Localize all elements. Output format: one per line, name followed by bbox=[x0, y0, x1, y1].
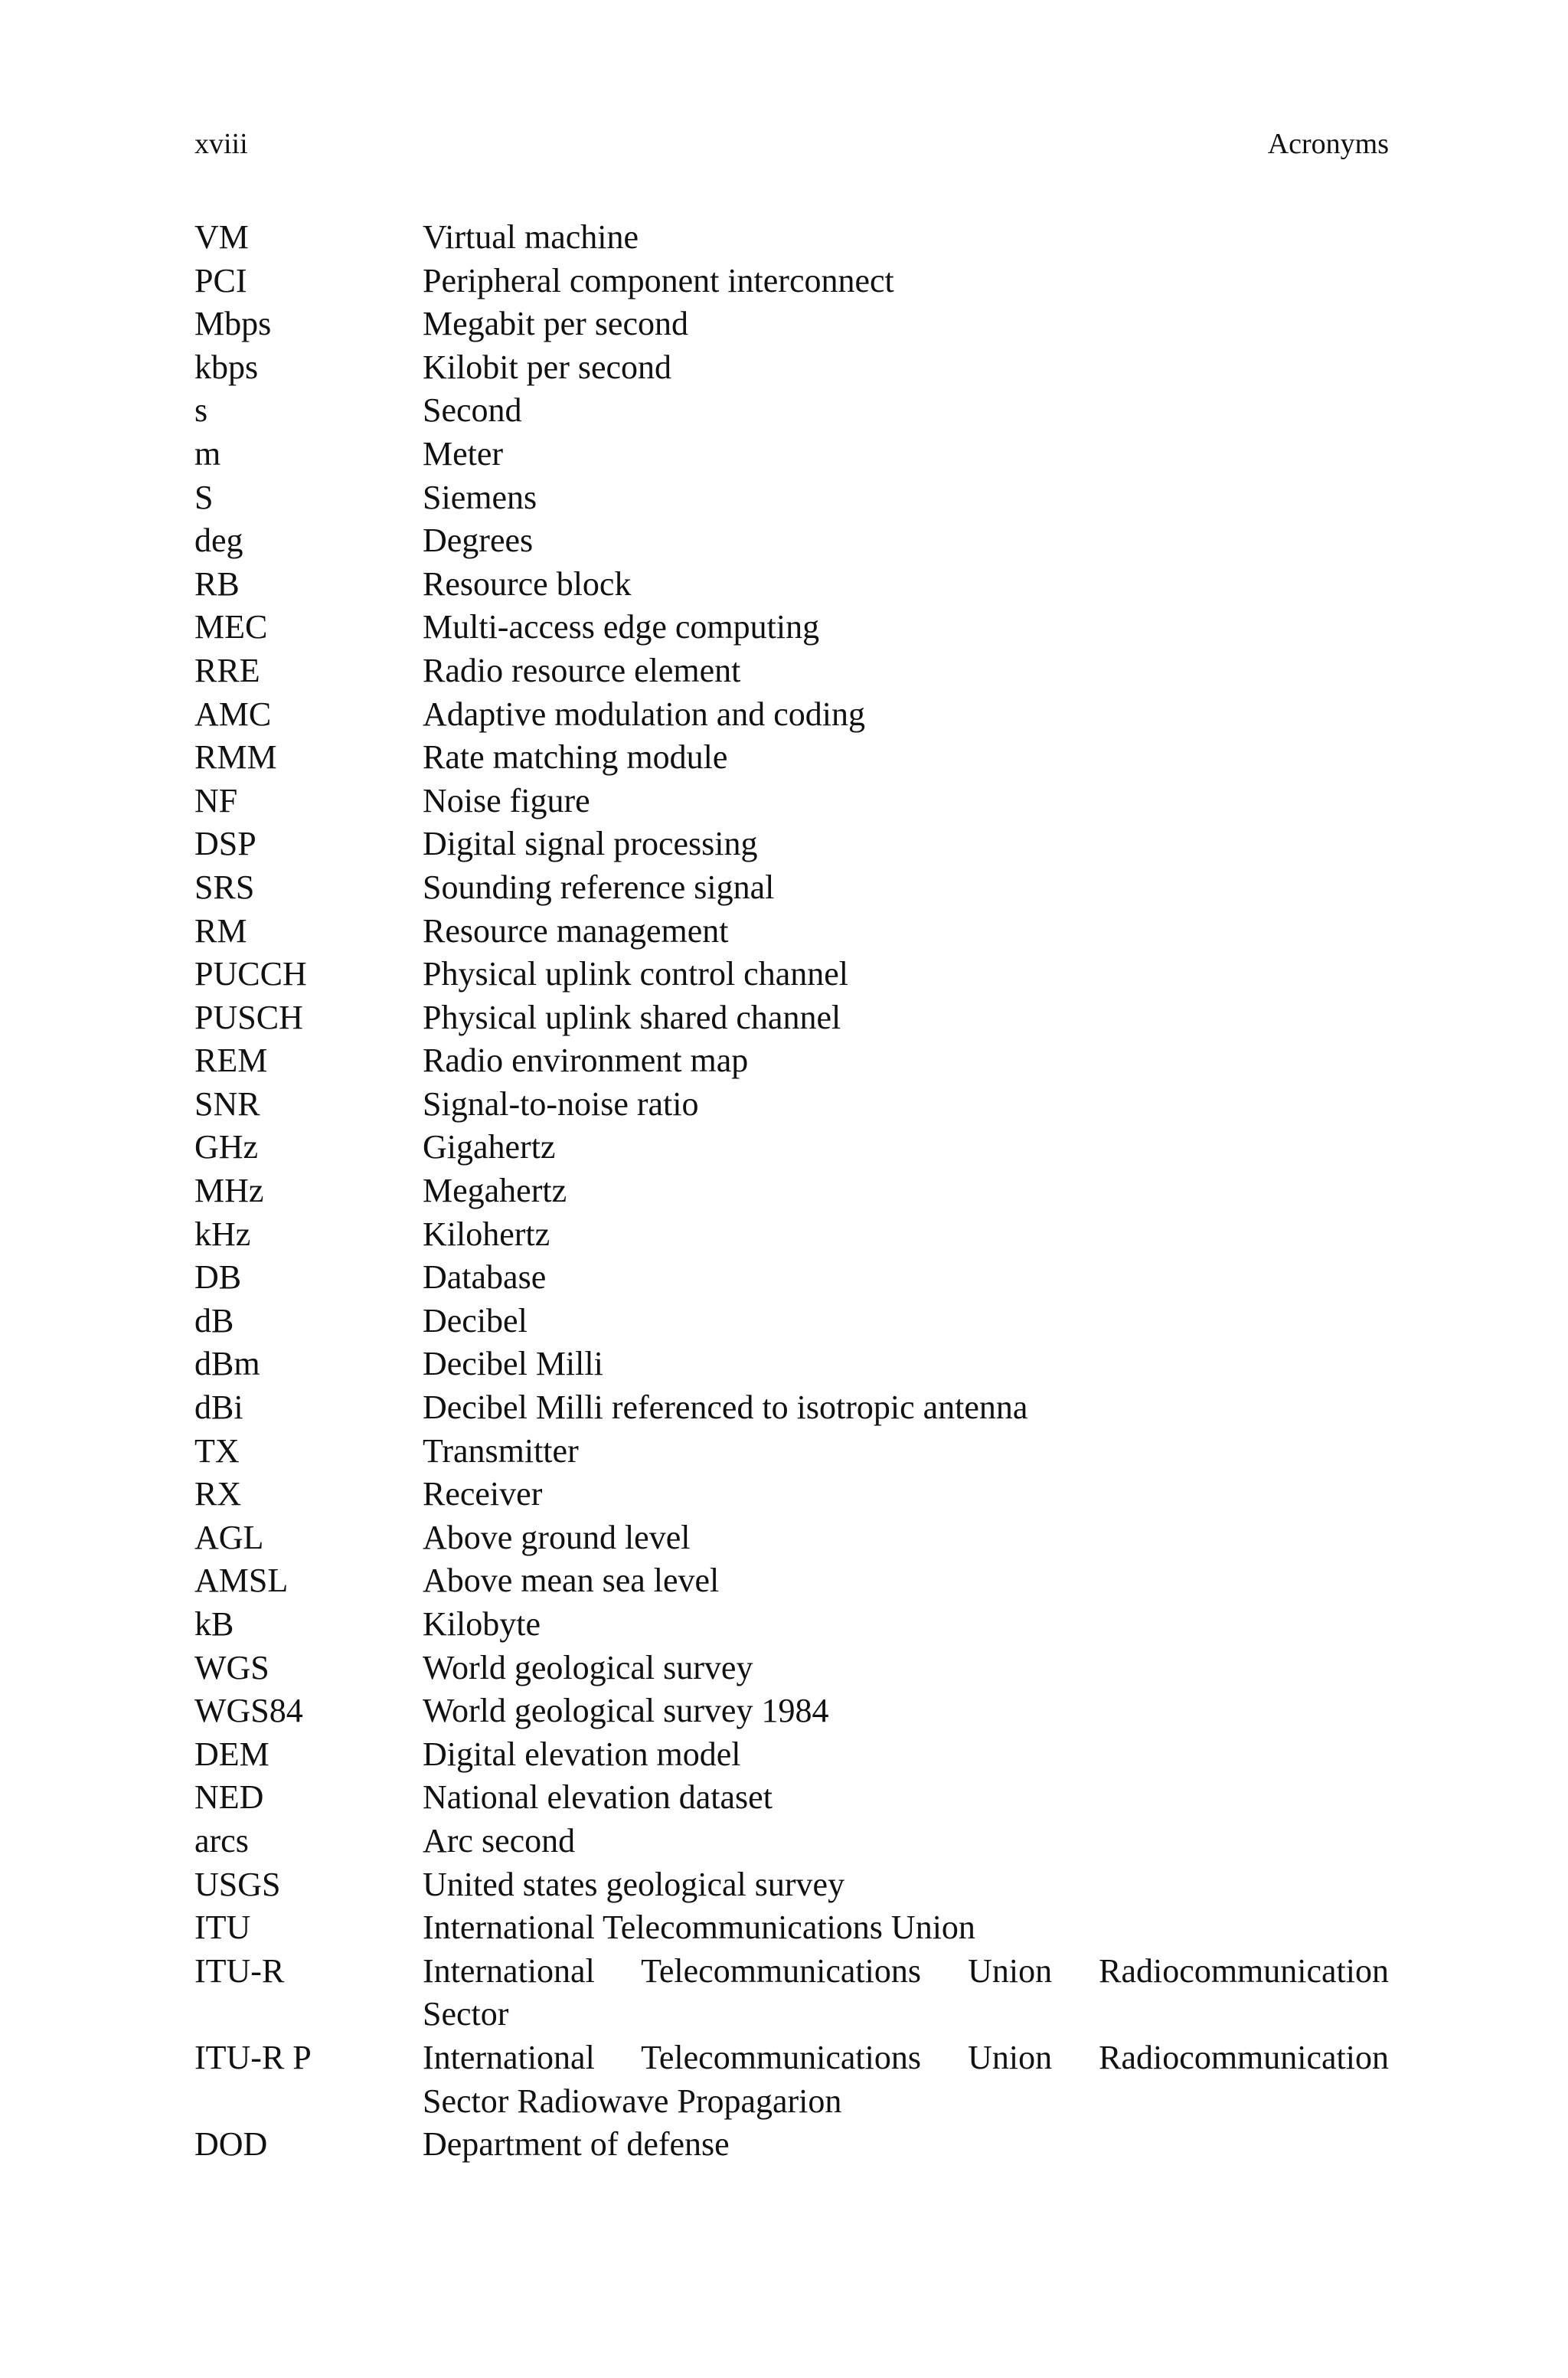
acronym-entry bbox=[194, 1213, 1389, 1257]
acronym-abbreviation: RMM bbox=[194, 738, 277, 777]
acronym-entry bbox=[194, 1863, 1389, 1907]
acronym-entry bbox=[194, 346, 1389, 390]
acronym-definition: Above mean sea level bbox=[423, 1562, 720, 1600]
acronym-abbreviation: DB bbox=[194, 1258, 242, 1297]
acronym-abbreviation: dB bbox=[194, 1301, 234, 1339]
acronym-entry bbox=[194, 2123, 1389, 2167]
acronym-abbreviation: PUSCH bbox=[194, 998, 303, 1036]
acronym-abbreviation: arcs bbox=[194, 1821, 249, 1860]
acronym-abbreviation: WGS84 bbox=[194, 1692, 303, 1730]
acronym-definition bbox=[423, 2036, 1389, 2123]
acronym-abbreviation: S bbox=[194, 478, 214, 516]
acronym-abbreviation: RRE bbox=[194, 651, 260, 689]
acronym-abbreviation: RX bbox=[194, 1475, 242, 1513]
acronym-entry bbox=[194, 1516, 1389, 1560]
acronym-entry bbox=[194, 433, 1389, 476]
acronym-abbreviation: USGS bbox=[194, 1865, 281, 1903]
acronym-definition: Radio environment map bbox=[423, 1042, 749, 1080]
acronym-entry bbox=[194, 1689, 1389, 1733]
acronym-entry bbox=[194, 1386, 1389, 1430]
acronym-entry bbox=[194, 1906, 1389, 1950]
acronym-definition: Virtual machine bbox=[423, 218, 639, 256]
acronym-definition: National elevation dataset bbox=[423, 1778, 773, 1817]
acronym-abbreviation: NF bbox=[194, 781, 238, 819]
acronym-abbreviation: RB bbox=[194, 564, 240, 603]
acronym-abbreviation: DSP bbox=[194, 825, 256, 863]
acronym-abbreviation: PUCCH bbox=[194, 955, 307, 993]
acronym-entry bbox=[194, 1126, 1389, 1169]
acronym-abbreviation: kbps bbox=[194, 348, 259, 386]
acronym-abbreviation: kHz bbox=[194, 1215, 251, 1253]
acronym-definition: Siemens bbox=[423, 478, 537, 516]
acronym-definition: Physical uplink control channel bbox=[423, 955, 848, 993]
acronym-definition: United states geological survey bbox=[423, 1865, 845, 1903]
acronym-definition: Arc second bbox=[423, 1821, 576, 1860]
acronym-abbreviation: GHz bbox=[194, 1128, 259, 1166]
acronym-definition: Rate matching module bbox=[423, 738, 728, 777]
acronym-definition: Digital elevation model bbox=[423, 1735, 741, 1773]
acronym-entry bbox=[194, 1776, 1389, 1820]
acronym-entry bbox=[194, 1603, 1389, 1647]
acronym-definition: Peripheral component interconnect bbox=[423, 261, 894, 299]
acronym-entry bbox=[194, 260, 1389, 303]
acronym-definition-line: International Telecommunications Union Radiocommunication bbox=[423, 1951, 1389, 1990]
acronym-abbreviation: Mbps bbox=[194, 305, 272, 343]
acronym-definition: Megabit per second bbox=[423, 305, 688, 343]
acronym-entry bbox=[194, 519, 1389, 563]
acronym-definition: Degrees bbox=[423, 522, 534, 560]
acronym-definition: Decibel Milli referenced to isotropic antenna bbox=[423, 1389, 1028, 1427]
acronym-definition: International Telecommunications Union bbox=[423, 1909, 975, 1947]
acronym-abbreviation: SNR bbox=[194, 1084, 260, 1123]
acronym-definition: Adaptive modulation and coding bbox=[423, 695, 865, 733]
acronym-definition: Signal-to-noise ratio bbox=[423, 1084, 699, 1123]
acronym-definition: Database bbox=[423, 1258, 547, 1297]
acronym-abbreviation: VM bbox=[194, 218, 249, 256]
acronym-entry bbox=[194, 1733, 1389, 1777]
acronym-entry bbox=[194, 1169, 1389, 1213]
acronym-entry bbox=[194, 1473, 1389, 1516]
acronym-definition: Above ground level bbox=[423, 1518, 691, 1556]
acronym-definition: World geological survey bbox=[423, 1648, 753, 1686]
acronym-entry bbox=[194, 1039, 1389, 1083]
acronym-entry bbox=[194, 736, 1389, 780]
acronym-entry bbox=[194, 1647, 1389, 1690]
acronym-definition: Resource management bbox=[423, 911, 729, 950]
acronym-entry bbox=[194, 1343, 1389, 1386]
acronym-abbreviation: REM bbox=[194, 1042, 268, 1080]
acronym-definition: Kilobit per second bbox=[423, 348, 672, 386]
acronym-abbreviation: TX bbox=[194, 1431, 240, 1470]
acronym-abbreviation: ITU-R bbox=[194, 1951, 285, 1990]
acronym-entry bbox=[194, 1256, 1389, 1300]
acronym-entry bbox=[194, 780, 1389, 823]
acronym-definition: World geological survey 1984 bbox=[423, 1692, 829, 1730]
acronym-entry bbox=[194, 649, 1389, 693]
acronym-entry bbox=[194, 1950, 1389, 2036]
acronym-entry bbox=[194, 216, 1389, 260]
acronym-entry bbox=[194, 1820, 1389, 1863]
acronym-abbreviation: m bbox=[194, 434, 221, 473]
acronym-definition: Gigahertz bbox=[423, 1128, 556, 1166]
acronym-definition: Digital signal processing bbox=[423, 825, 758, 863]
acronym-definition: Sounding reference signal bbox=[423, 868, 775, 906]
acronym-definition: Transmitter bbox=[423, 1431, 579, 1470]
acronym-abbreviation: MHz bbox=[194, 1172, 264, 1210]
acronym-entry bbox=[194, 476, 1389, 520]
acronym-entry bbox=[194, 953, 1389, 996]
acronym-entry bbox=[194, 606, 1389, 649]
acronym-abbreviation: AMSL bbox=[194, 1562, 289, 1600]
acronym-entry bbox=[194, 693, 1389, 737]
acronym-definition-line: Sector bbox=[423, 1995, 509, 2033]
acronym-entry bbox=[194, 303, 1389, 346]
acronym-abbreviation: deg bbox=[194, 522, 243, 560]
acronym-entry bbox=[194, 1300, 1389, 1343]
acronym-entry bbox=[194, 996, 1389, 1040]
page-header bbox=[194, 127, 1389, 161]
acronym-definition: Megahertz bbox=[423, 1172, 567, 1210]
acronym-entry bbox=[194, 389, 1389, 433]
acronym-definition: Physical uplink shared channel bbox=[423, 998, 841, 1036]
acronym-abbreviation: ITU bbox=[194, 1909, 251, 1947]
acronym-abbreviation: ITU-R P bbox=[194, 2038, 312, 2076]
page-number: xviii bbox=[194, 128, 248, 160]
acronym-definition: Second bbox=[423, 391, 522, 430]
acronym-abbreviation: dBi bbox=[194, 1389, 243, 1427]
acronym-abbreviation: MEC bbox=[194, 608, 268, 646]
acronym-entry bbox=[194, 1559, 1389, 1603]
acronym-entry bbox=[194, 910, 1389, 953]
acronym-definition: Multi-access edge computing bbox=[423, 608, 820, 646]
acronym-definition: Kilobyte bbox=[423, 1605, 541, 1643]
acronym-abbreviation: RM bbox=[194, 911, 247, 950]
acronym-definition bbox=[423, 1950, 1389, 2036]
acronym-definition: Resource block bbox=[423, 564, 632, 603]
acronym-abbreviation: AGL bbox=[194, 1518, 264, 1556]
acronym-entry bbox=[194, 1083, 1389, 1127]
acronym-entry bbox=[194, 1430, 1389, 1474]
acronym-abbreviation: SRS bbox=[194, 868, 255, 906]
acronym-definition: Department of defense bbox=[423, 2125, 730, 2164]
acronym-entry bbox=[194, 866, 1389, 910]
acronym-abbreviation: DOD bbox=[194, 2125, 268, 2164]
acronym-entry bbox=[194, 563, 1389, 607]
acronym-abbreviation: dBm bbox=[194, 1345, 260, 1383]
acronym-definition: Noise figure bbox=[423, 781, 590, 819]
acronym-definition-line: Sector Radiowave Propagarion bbox=[423, 2082, 842, 2120]
acronym-abbreviation: kB bbox=[194, 1605, 234, 1643]
running-title: Acronyms bbox=[1267, 128, 1389, 160]
acronym-definition: Decibel bbox=[423, 1301, 528, 1339]
acronym-definition-line: International Telecommunications Union Radiocommunication bbox=[423, 2038, 1389, 2076]
acronym-list bbox=[194, 216, 1389, 2167]
acronym-abbreviation: DEM bbox=[194, 1735, 270, 1773]
acronym-definition: Kilohertz bbox=[423, 1215, 550, 1253]
acronym-entry bbox=[194, 2036, 1389, 2123]
acronym-abbreviation: s bbox=[194, 391, 208, 430]
acronym-entry bbox=[194, 823, 1389, 866]
acronym-definition: Decibel Milli bbox=[423, 1345, 603, 1383]
acronym-abbreviation: AMC bbox=[194, 695, 272, 733]
acronym-abbreviation: PCI bbox=[194, 261, 247, 299]
acronym-definition: Meter bbox=[423, 434, 504, 473]
acronym-definition: Radio resource element bbox=[423, 651, 741, 689]
acronym-definition: Receiver bbox=[423, 1475, 543, 1513]
acronym-abbreviation: NED bbox=[194, 1778, 264, 1817]
acronym-abbreviation: WGS bbox=[194, 1648, 270, 1686]
